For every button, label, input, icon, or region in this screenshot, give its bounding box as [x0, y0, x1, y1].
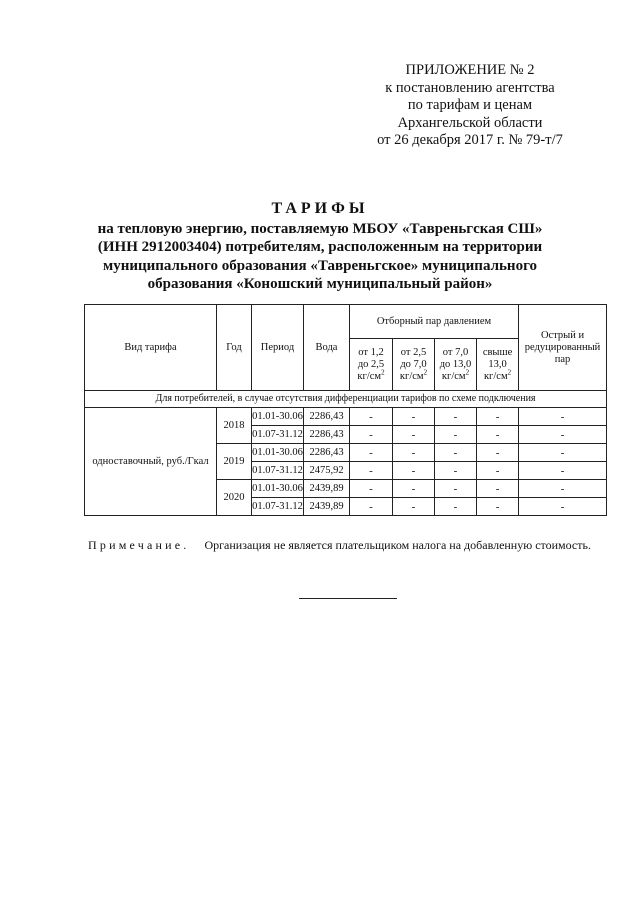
value-cell: - — [519, 408, 607, 426]
header-period: Период — [252, 305, 304, 391]
heading-line: (ИНН 2912003404) потребителям, расположенным на территории — [97, 239, 543, 256]
appendix-line: от 26 декабря 2017 г. № 79-т/7 — [377, 132, 563, 149]
appendix-line: к постановлению агентства — [385, 79, 555, 96]
value-cell: - — [393, 462, 435, 480]
document-title: ТАРИФЫ — [271, 200, 369, 217]
value-cell: - — [435, 480, 477, 498]
appendix-line: по тарифам и ценам — [407, 97, 533, 114]
heading-line: муниципального образования «Тавреньгское» муниципального — [102, 257, 538, 274]
value-cell: - — [477, 408, 519, 426]
header-steam-col: от 1,2 до 2,5 $кг/см^2$ — [350, 339, 393, 391]
header-steam-group: Отборный пар давлением — [350, 305, 519, 339]
year-cell: 2020 — [217, 480, 252, 516]
header-year: Год — [217, 305, 252, 391]
water-cell: 2439,89 — [304, 480, 350, 498]
period-cell: 01.07-31.12 — [252, 498, 304, 516]
value-cell: - — [477, 444, 519, 462]
header-steam-col: от 7,0 до 13,0 $кг/см^2$ — [435, 339, 477, 391]
closing-rule — [299, 598, 397, 599]
year-cell: 2018 — [217, 408, 252, 444]
value-cell: - — [477, 480, 519, 498]
value-cell: - — [519, 480, 607, 498]
value-cell: - — [435, 462, 477, 480]
appendix-block — [340, 62, 600, 150]
year-cell: 2019 — [217, 444, 252, 480]
water-cell: 2286,43 — [304, 408, 350, 426]
value-cell: - — [393, 444, 435, 462]
value-cell: - — [350, 462, 393, 480]
period-cell: 01.07-31.12 — [252, 426, 304, 444]
tariff-name-cell: одноставочный, руб./Гкал — [85, 408, 217, 516]
value-cell: - — [519, 426, 607, 444]
differentiation-note: Для потребителей, в случае отсутствия дифференциации тарифов по схеме подключения — [85, 391, 607, 408]
value-cell: - — [477, 498, 519, 516]
period-cell: 01.01-30.06 — [252, 444, 304, 462]
value-cell: - — [393, 480, 435, 498]
table-header-row — [85, 305, 607, 339]
value-cell: - — [435, 408, 477, 426]
table-row — [85, 408, 607, 426]
header-sharp-steam: Острый и редуцированный пар — [519, 305, 607, 391]
header-steam-col: свыше 13,0 $кг/см^2$ — [477, 339, 519, 391]
value-cell: - — [519, 462, 607, 480]
value-cell: - — [393, 498, 435, 516]
water-cell: 2439,89 — [304, 498, 350, 516]
value-cell: - — [435, 444, 477, 462]
value-cell: - — [350, 498, 393, 516]
header-water: Вода — [304, 305, 350, 391]
value-cell: - — [477, 462, 519, 480]
water-cell: 2286,43 — [304, 444, 350, 462]
value-cell: - — [350, 408, 393, 426]
value-cell: - — [393, 426, 435, 444]
differentiation-row — [85, 391, 607, 408]
value-cell: - — [393, 408, 435, 426]
period-cell: 01.07-31.12 — [252, 462, 304, 480]
value-cell: - — [435, 426, 477, 444]
value-cell: - — [519, 444, 607, 462]
water-cell: 2475,92 — [304, 462, 350, 480]
heading-line: на тепловую энергию, поставляемую МБОУ «Тавреньгская СШ» — [97, 220, 543, 237]
appendix-line: Архангельской области — [397, 114, 543, 131]
tariff-table — [84, 304, 607, 516]
value-cell: - — [519, 498, 607, 516]
value-cell: - — [435, 498, 477, 516]
appendix-title: ПРИЛОЖЕНИЕ № 2 — [405, 62, 535, 78]
header-steam-col: от 2,5 до 7,0 $кг/см^2$ — [393, 339, 435, 391]
footnote-label: Примечание. — [88, 538, 190, 552]
value-cell: - — [350, 426, 393, 444]
document-heading — [60, 200, 580, 294]
footnote — [88, 538, 608, 553]
value-cell: - — [477, 426, 519, 444]
footnote-text: Организация не является плательщиком налога на добавленную стоимость. — [204, 538, 591, 552]
water-cell: 2286,43 — [304, 426, 350, 444]
period-cell: 01.01-30.06 — [252, 408, 304, 426]
value-cell: - — [350, 480, 393, 498]
heading-line: образования «Коношский муниципальный район» — [147, 276, 493, 293]
header-tariff-type: Вид тарифа — [85, 305, 217, 391]
period-cell: 01.01-30.06 — [252, 480, 304, 498]
value-cell: - — [350, 444, 393, 462]
